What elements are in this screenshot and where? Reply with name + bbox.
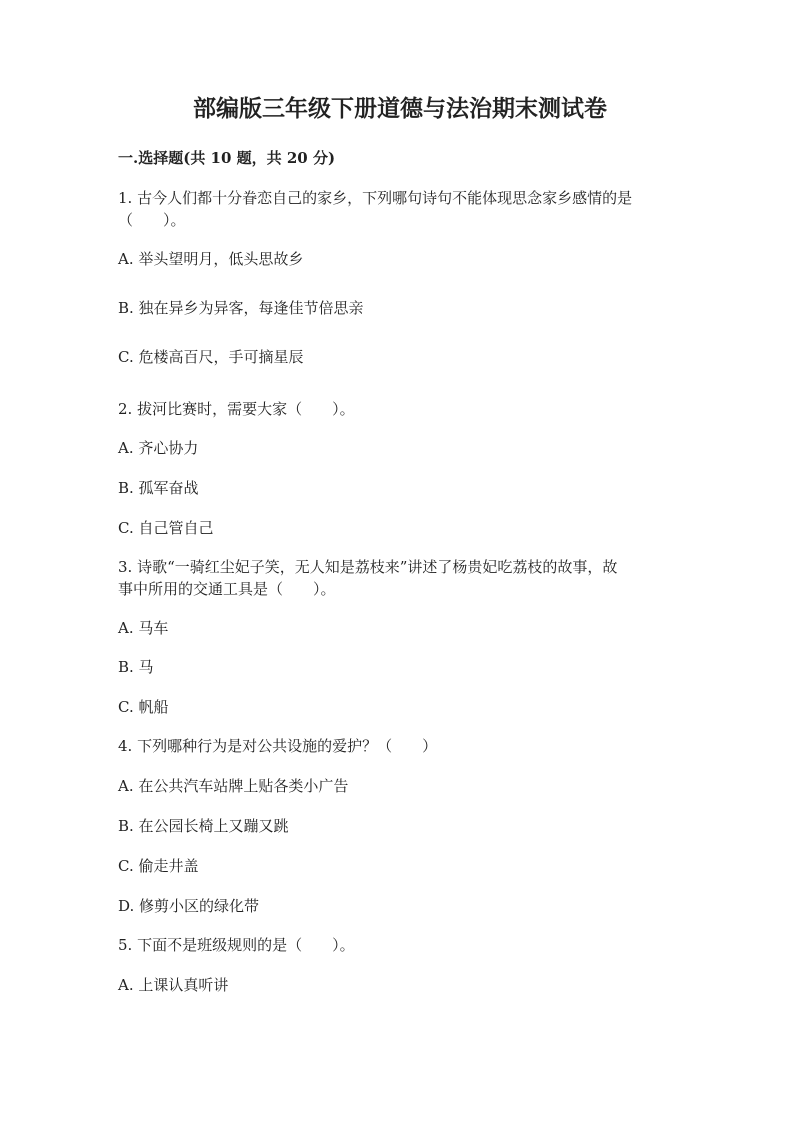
answer-option: A. 举头望明月，低头思故乡 xyxy=(118,250,304,268)
answer-option: D. 修剪小区的绿化带 xyxy=(118,897,260,915)
question-stem: 3. 诗歌“一骑红尘妃子笑，无人知是荔枝来”讲述了杨贵妃吃荔枝的故事，故 xyxy=(118,558,618,576)
answer-option: C. 危楼高百尺，手可摘星辰 xyxy=(118,348,304,366)
answer-option: B. 马 xyxy=(118,658,154,676)
answer-option: C. 帆船 xyxy=(118,698,169,716)
question-stem: 2. 拔河比赛时，需要大家（ ）。 xyxy=(118,400,355,418)
question-stem: 事中所用的交通工具是（ ）。 xyxy=(118,580,336,598)
answer-option: A. 马车 xyxy=(118,619,169,637)
answer-option: C. 偷走井盖 xyxy=(118,857,199,875)
question-stem: 1. 古今人们都十分眷恋自己的家乡，下列哪句诗句不能体现思念家乡感情的是 xyxy=(118,189,633,207)
answer-option: B. 独在异乡为异客，每逢佳节倍思亲 xyxy=(118,299,364,317)
answer-option: B. 孤军奋战 xyxy=(118,479,199,497)
page-title: 部编版三年级下册道德与法治期末测试卷 xyxy=(193,95,607,122)
question-stem: 4. 下列哪种行为是对公共设施的爱护？（ ） xyxy=(118,737,438,755)
answer-option: A. 齐心协力 xyxy=(118,439,199,457)
answer-option: B. 在公园长椅上又蹦又跳 xyxy=(118,817,289,835)
section-heading: 一.选择题(共 10 题，共 20 分) xyxy=(118,149,336,167)
answer-option: A. 上课认真听讲 xyxy=(118,976,229,994)
answer-option: C. 自己管自己 xyxy=(118,519,214,537)
answer-option: A. 在公共汽车站牌上贴各类小广告 xyxy=(118,777,349,795)
question-stem: 5. 下面不是班级规则的是（ ）。 xyxy=(118,936,355,954)
question-stem: （ ）。 xyxy=(118,211,186,229)
